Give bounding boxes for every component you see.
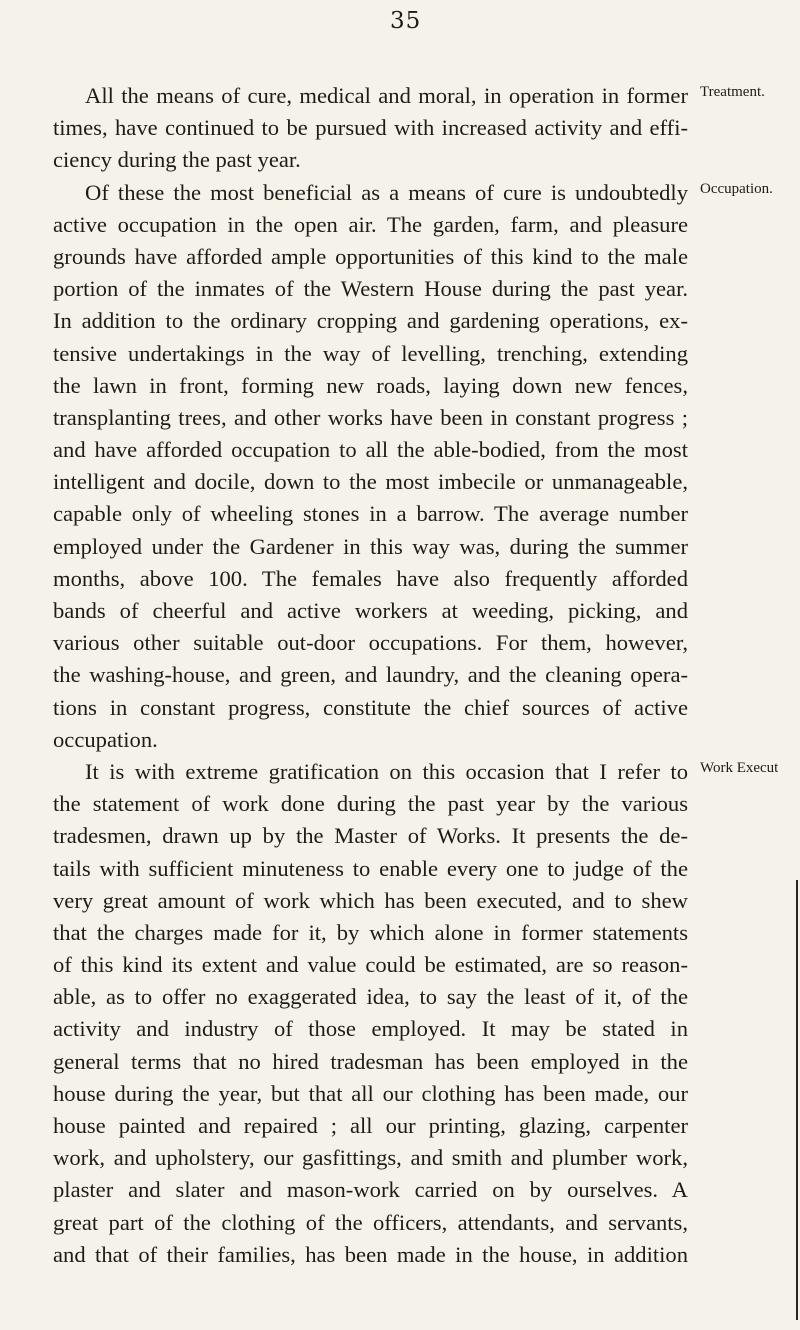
text-line: great part of the clothing of the officers, attendants, and servants, bbox=[53, 1209, 688, 1235]
text-line: the washing-house, and green, and laundry, and the cleaning opera- bbox=[53, 662, 688, 688]
text-line: tails with sufficient minuteness to enable every one to judge of the bbox=[53, 855, 688, 881]
text-line: grounds have afforded ample opportunities of this kind to the male bbox=[53, 243, 688, 269]
text-line: and have afforded occupation to all the able-bodied, from the most bbox=[53, 437, 688, 463]
text-line: tradesmen, drawn up by the Master of Works. It presents the de- bbox=[53, 823, 688, 849]
text-line: capable only of wheeling stones in a barrow. The average number bbox=[53, 501, 688, 527]
text-line: occupation. bbox=[53, 726, 158, 752]
text-line: tensive undertakings in the way of levelling, trenching, extending bbox=[53, 340, 688, 366]
text-line: In addition to the ordinary cropping and gardening operations, ex- bbox=[53, 308, 688, 334]
text-line: Of these the most beneficial as a means of cure is undoubtedly bbox=[85, 179, 688, 205]
text-line: the lawn in front, forming new roads, laying down new fences, bbox=[53, 372, 688, 398]
margin-note: Treatment. bbox=[700, 84, 765, 100]
text-line: and that of their families, has been made in the house, in addition bbox=[53, 1241, 688, 1267]
text-line: able, as to offer no exaggerated idea, to say the least of it, of the bbox=[53, 984, 688, 1010]
text-line: general terms that no hired tradesman has been employed in the bbox=[53, 1048, 688, 1074]
text-line: ciency during the past year. bbox=[53, 147, 301, 173]
body-text bbox=[53, 80, 688, 1271]
text-line: that the charges made for it, by which alone in former statements bbox=[53, 919, 688, 945]
text-line: activity and industry of those employed. It may be stated in bbox=[53, 1016, 688, 1042]
text-line: employed under the Gardener in this way was, during the summer bbox=[53, 533, 688, 559]
text-line: plaster and slater and mason-work carried on by ourselves. A bbox=[53, 1177, 688, 1203]
margin-note: Occupation. bbox=[700, 180, 773, 197]
text-line: bands of cheerful and active workers at weeding, picking, and bbox=[53, 598, 688, 623]
margin-note: Work Execut bbox=[700, 760, 779, 777]
text-line: work, and upholstery, our gasfittings, and smith and plumber work, bbox=[53, 1145, 688, 1171]
text-line: active occupation in the open air. The garden, farm, and pleasure bbox=[53, 211, 688, 237]
text-line: portion of the inmates of the Western House during the past year. bbox=[53, 276, 688, 302]
text-line: All the means of cure, medical and moral, in operation in former bbox=[85, 83, 688, 108]
text-line: house during the year, but that all our clothing has been made, our bbox=[53, 1080, 688, 1106]
text-line: very great amount of work which has been executed, and to shew bbox=[53, 887, 688, 913]
text-line: house painted and repaired ; all our printing, glazing, carpenter bbox=[53, 1113, 688, 1138]
text-line: intelligent and docile, down to the most imbecile or unmanageable, bbox=[53, 469, 688, 495]
page-number: 35 bbox=[390, 8, 422, 34]
text-line: various other suitable out-door occupations. For them, however, bbox=[53, 630, 688, 656]
text-line: It is with extreme gratification on this occasion that I refer to bbox=[85, 758, 688, 784]
page-edge-rule bbox=[796, 880, 798, 1320]
text-line: transplanting trees, and other works have been in constant progress ; bbox=[53, 404, 688, 430]
text-line: times, have continued to be pursued with increased activity and effi- bbox=[53, 115, 688, 141]
text-line: of this kind its extent and value could be estimated, are so reason- bbox=[53, 952, 688, 978]
text-line: months, above 100. The females have also frequently afforded bbox=[53, 565, 688, 591]
text-line: tions in constant progress, constitute the chief sources of active bbox=[53, 694, 688, 720]
text-line: the statement of work done during the past year by the various bbox=[53, 791, 688, 817]
